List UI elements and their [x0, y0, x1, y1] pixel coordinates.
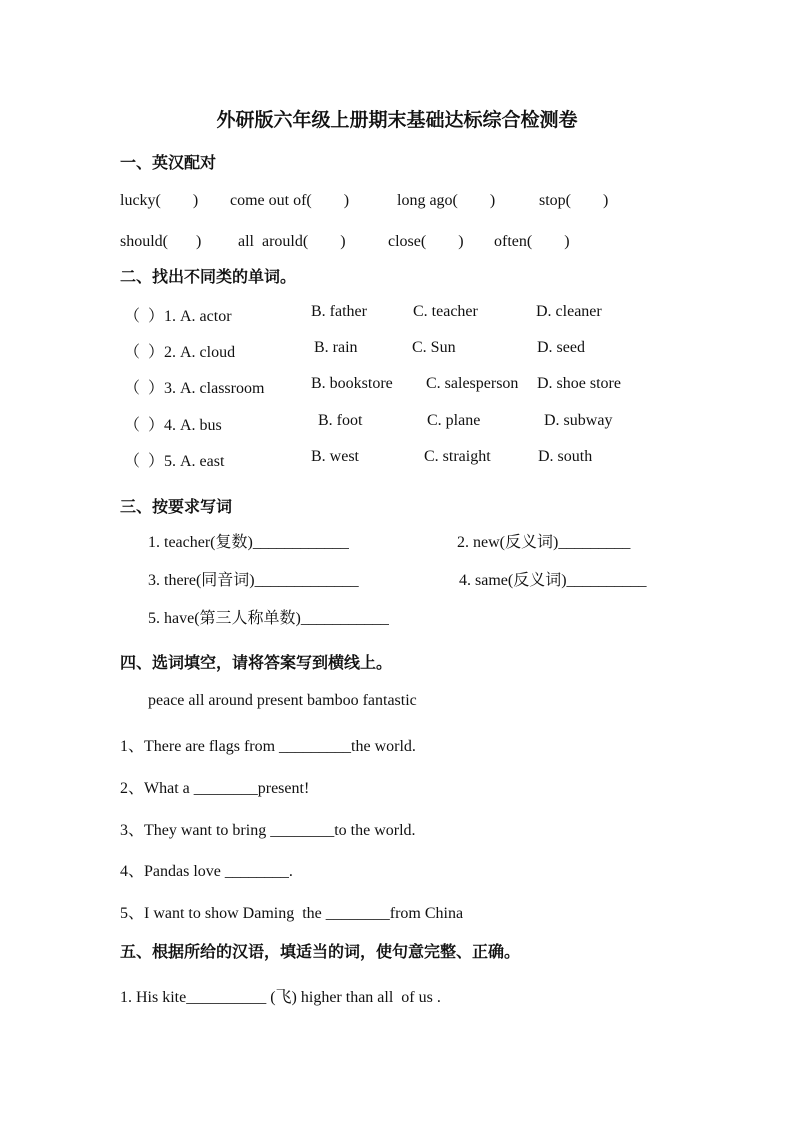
choice-option: B. west	[311, 448, 359, 465]
fill-blank-item: 3、They want to bring ________to the world.	[120, 822, 416, 839]
fill-blank-item: 4、Pandas love ________.	[120, 863, 293, 880]
section1-heading: 一、英汉配对	[120, 153, 217, 172]
choice-question: （ ）4. A. bus	[124, 417, 222, 434]
choice-question: （ ）5. A. east	[124, 453, 225, 470]
choice-option: B. father	[311, 303, 367, 320]
word-form-item: 4. same(反义词)__________	[459, 572, 647, 589]
word-form-item: 1. teacher(复数)____________	[148, 534, 349, 551]
match-item: all arould( )	[238, 233, 346, 250]
choice-option: D. shoe store	[537, 375, 621, 392]
fill-blank-item: 1. His kite__________ (飞) higher than all of us .	[120, 989, 441, 1006]
choice-option: B. bookstore	[311, 375, 393, 392]
match-item: lucky( )	[120, 192, 199, 209]
word-bank: peace all around present bamboo fantastic	[148, 692, 417, 709]
word-form-item: 5. have(第三人称单数)___________	[148, 610, 389, 627]
choice-option: C. straight	[424, 448, 491, 465]
choice-option: C. teacher	[413, 303, 478, 320]
choice-option: B. rain	[314, 339, 358, 356]
exam-title: 外研版六年级上册期末基础达标综合检测卷	[216, 109, 578, 131]
choice-option: C. Sun	[412, 339, 456, 356]
fill-blank-item: 2、What a ________present!	[120, 780, 310, 797]
word-form-item: 3. there(同音词)_____________	[148, 572, 359, 589]
match-item: should( )	[120, 233, 202, 250]
match-item: close( )	[388, 233, 464, 250]
section2-heading: 二、找出不同类的单词。	[120, 267, 297, 286]
choice-question: （ ）3. A. classroom	[124, 380, 265, 397]
section3-heading: 三、按要求写词	[120, 497, 233, 516]
fill-blank-item: 5、I want to show Daming the ________from China	[120, 905, 464, 922]
choice-option: B. foot	[318, 412, 363, 429]
choice-option: D. seed	[537, 339, 585, 356]
choice-option: D. cleaner	[536, 303, 602, 320]
match-item: long ago( )	[397, 192, 496, 209]
choice-option: D. south	[538, 448, 593, 465]
choice-option: D. subway	[544, 412, 613, 429]
section4-heading: 四、选词填空，请将答案写到横线上。	[120, 653, 393, 672]
word-form-item: 2. new(反义词)_________	[457, 534, 631, 551]
section5-heading: 五、根据所给的汉语，填适当的词，使句意完整、正确。	[120, 942, 521, 961]
match-item: stop( )	[539, 192, 609, 209]
choice-option: C. salesperson	[426, 375, 519, 392]
match-item: come out of( )	[230, 192, 350, 209]
choice-option: C. plane	[427, 412, 481, 429]
match-item: often( )	[494, 233, 570, 250]
choice-question: （ ）1. A. actor	[124, 308, 232, 325]
fill-blank-item: 1、There are flags from _________the world.	[120, 738, 416, 755]
choice-question: （ ）2. A. cloud	[124, 344, 236, 361]
